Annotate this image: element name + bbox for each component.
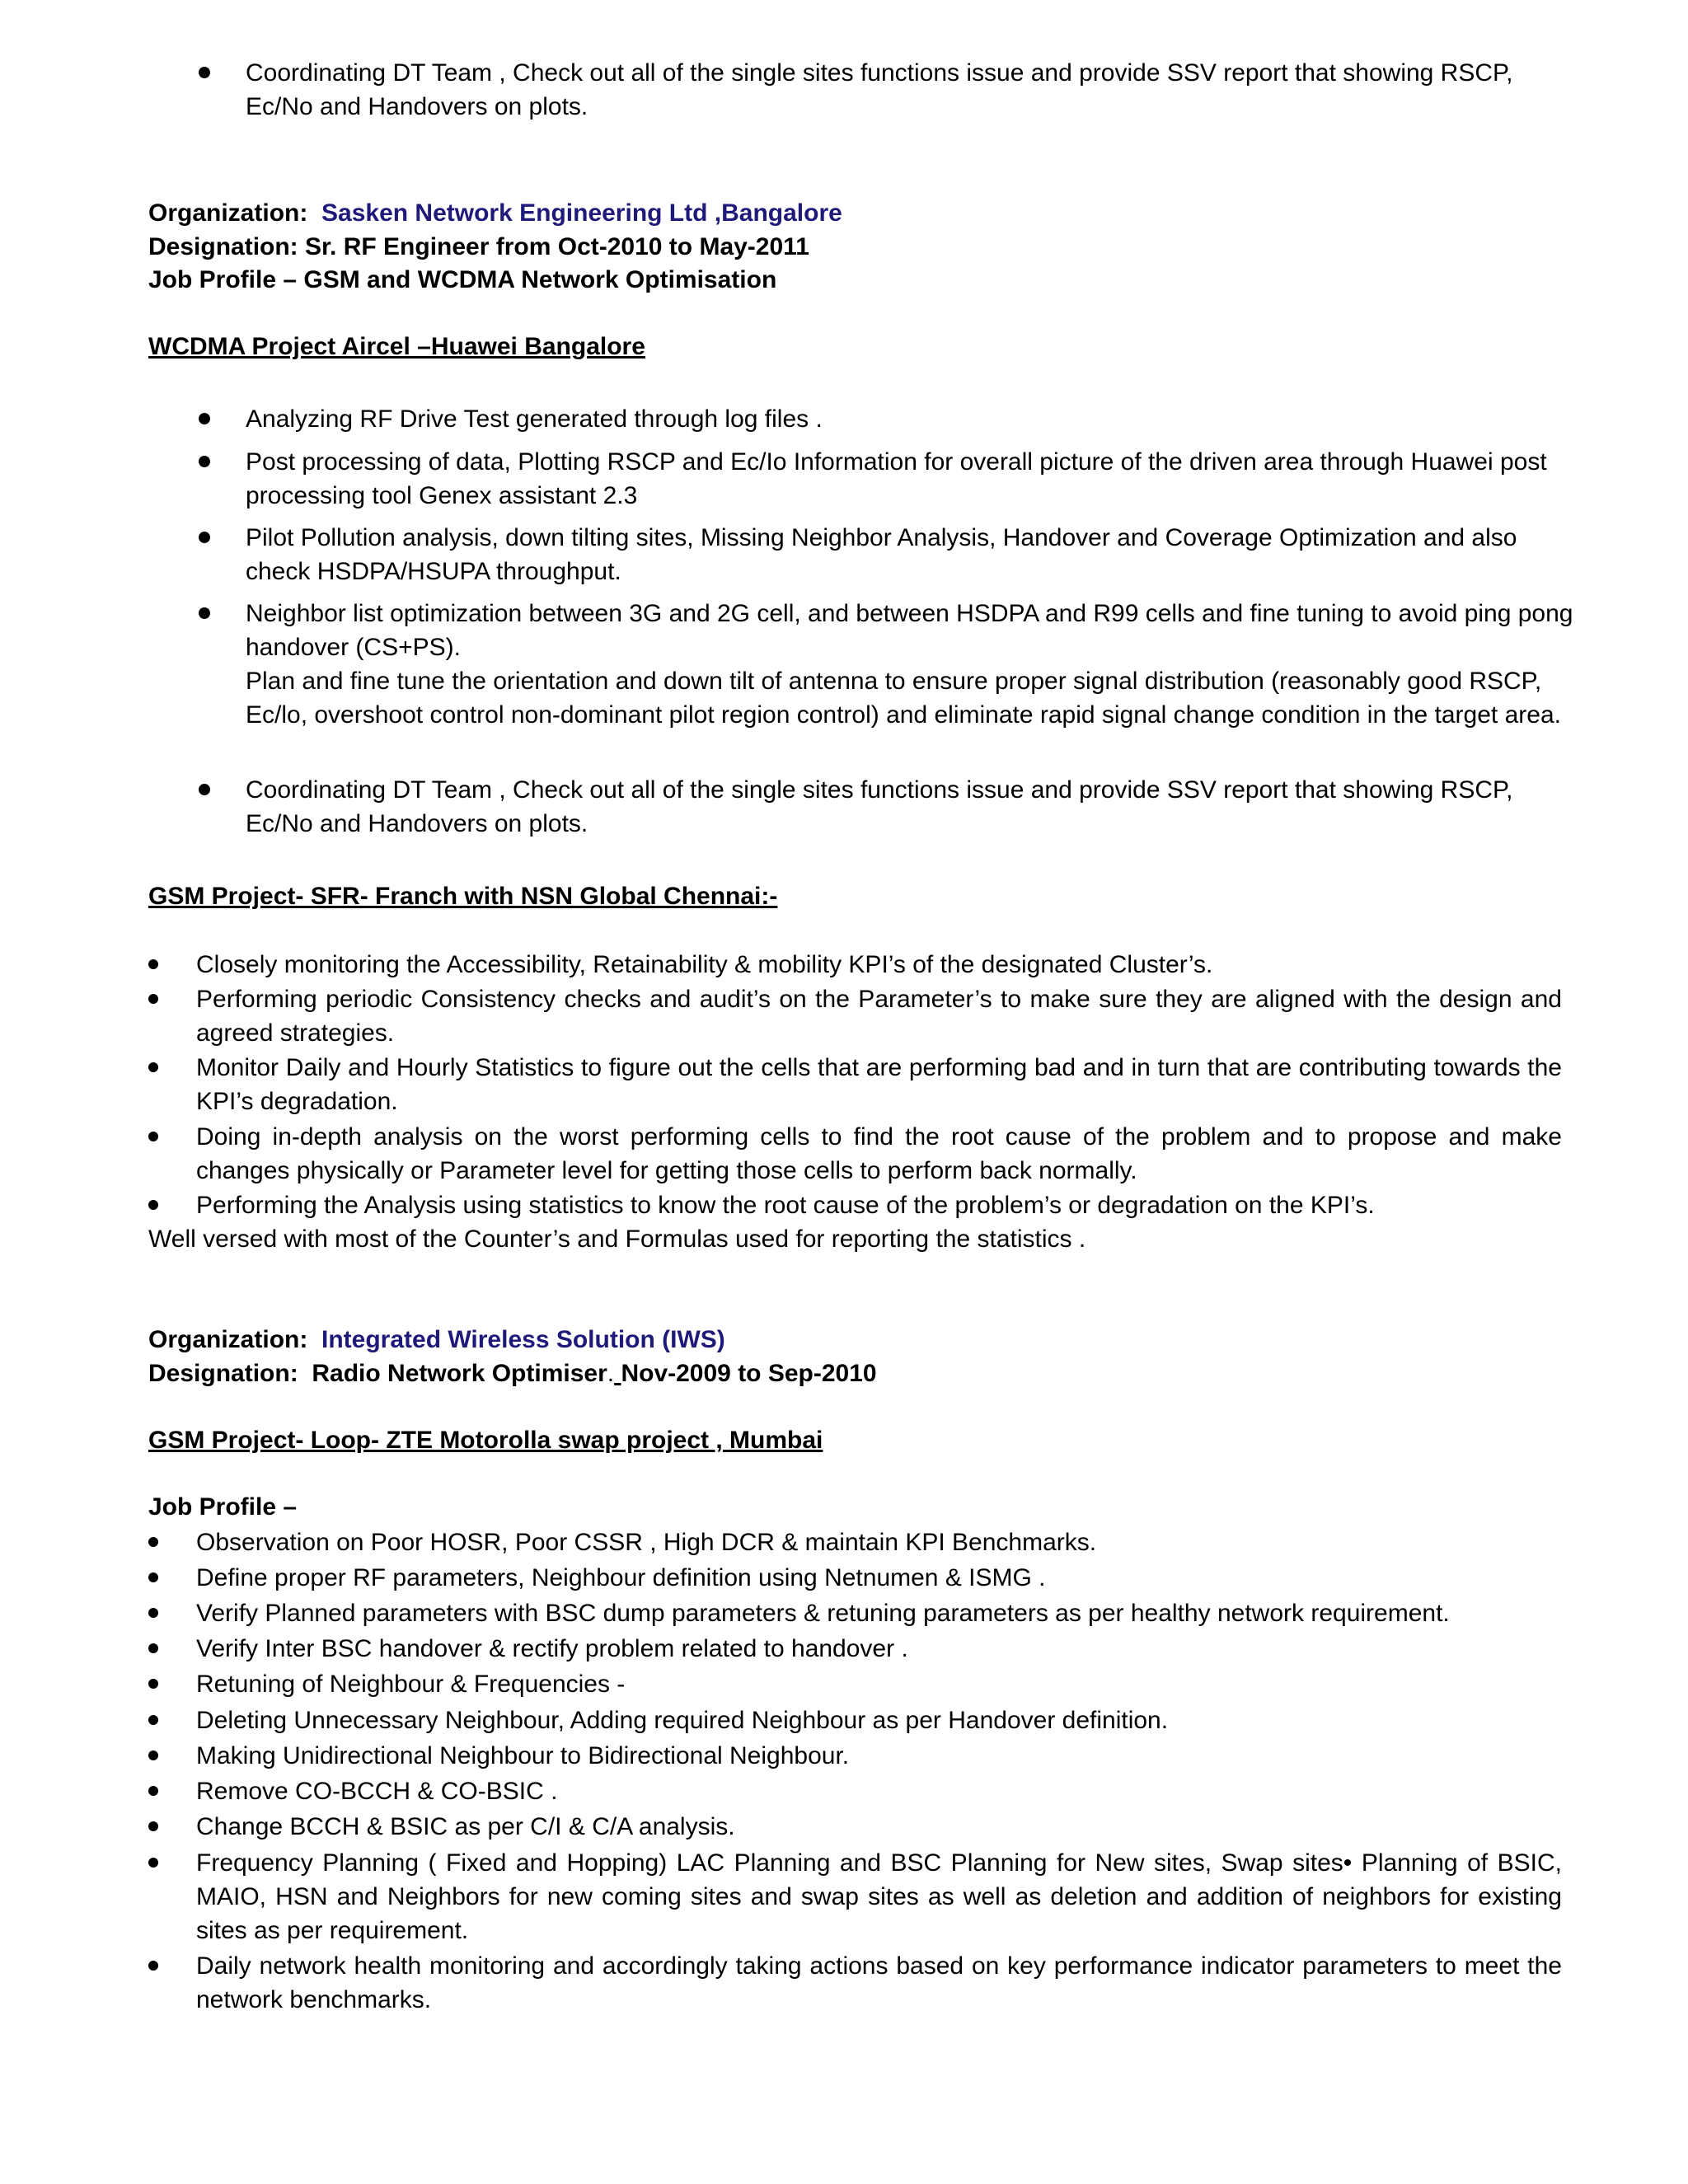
bullet-item: Define proper RF parameters, Neighbour definition using Netnumen & ISMG . xyxy=(196,1561,1562,1595)
bullet-item: Coordinating DT Team , Check out all of the single sites functions issue and provide SSV report that showing RSCP, Ec/No and Handovers on plots. xyxy=(246,773,1581,841)
bullet-dot-icon xyxy=(148,1786,158,1796)
bullet-dot-icon xyxy=(148,1200,158,1210)
bullet-dot-icon xyxy=(199,532,210,543)
bullet-dot-icon xyxy=(199,413,210,424)
bullet-dot-icon xyxy=(148,1643,158,1653)
bullet-dot-icon xyxy=(199,784,210,795)
bullet-item xyxy=(246,56,1581,124)
bullet-item: Post processing of data, Plotting RSCP and Ec/Io Information for overall picture of the driven area through Huawei post processing tool Genex assistant 2.3 xyxy=(246,445,1581,513)
bullet-item: Deleting Unnecessary Neighbour, Adding required Neighbour as per Handover definition. xyxy=(196,1704,1562,1737)
bullet-item: Doing in-depth analysis on the worst performing cells to find the root cause of the problem and to propose and make changes physically or Parameter level for getting those cells to perform back normally. xyxy=(196,1120,1562,1188)
bullet-item: Frequency Planning ( Fixed and Hopping) LAC Planning and BSC Planning for New sites, Swap sites• Planning of BSIC, MAIO, HSN and Neighbors for new coming sites and swap sites as well as deletion and addition of neighbors for existing sites as per requirement. xyxy=(196,1846,1562,1947)
bullet-item: Remove CO-BCCH & CO-BSIC . xyxy=(196,1774,1562,1808)
bullet-dot-icon xyxy=(199,67,210,78)
designation-line: Designation: Sr. RF Engineer from Oct-2010 to May-2011 xyxy=(148,233,809,260)
bullet-dot-icon xyxy=(148,1537,158,1547)
bullet-dot-icon xyxy=(148,1821,158,1831)
closing-note: Well versed with most of the Counter’s and Formulas used for reporting the statistics . xyxy=(148,1226,1086,1253)
org-name: Integrated Wireless Solution (IWS) xyxy=(321,1326,725,1353)
bullet-dot-icon xyxy=(199,607,210,619)
bullet-dot-icon xyxy=(148,1858,158,1868)
bullet-dot-icon xyxy=(148,1132,158,1141)
bullet-dot-icon xyxy=(148,1961,158,1971)
bullet-text: Coordinating DT Team , Check out all of the single sites functions issue and provide SSV report that showing RSCP, Ec/No and Handovers on plots. xyxy=(246,59,1513,120)
wcdma-project-title: WCDMA Project Aircel –Huawei Bangalore xyxy=(148,333,645,360)
bullet-item: Performing the Analysis using statistics to know the root cause of the problem’s or degradation on the KPI’s. xyxy=(196,1188,1562,1222)
bullet-item: Observation on Poor HOSR, Poor CSSR , High DCR & maintain KPI Benchmarks. xyxy=(196,1526,1562,1559)
bullet-item: Analyzing RF Drive Test generated through log files . xyxy=(246,402,1581,436)
bullet-dot-icon xyxy=(148,1572,158,1582)
bullet-item: Pilot Pollution analysis, down tilting sites, Missing Neighbor Analysis, Handover and Coverage Optimization and also check HSDPA/HSUPA throughput. xyxy=(246,521,1581,588)
bullet-item: Change BCCH & BSIC as per C/I & C/A analysis. xyxy=(196,1810,1562,1844)
job-profile-line: Job Profile – xyxy=(148,1493,298,1521)
bullet-dot-icon xyxy=(199,456,210,467)
org-label: Organization: xyxy=(148,199,308,227)
bullet-item: Verify Inter BSC handover & rectify problem related to handover . xyxy=(196,1632,1562,1666)
bullet-item: Verify Planned parameters with BSC dump parameters & retuning parameters as per healthy network requirement. xyxy=(196,1596,1562,1630)
bullet-dot-icon xyxy=(148,994,158,1004)
organization-line xyxy=(148,196,842,230)
bullet-item: Monitor Daily and Hourly Statistics to figure out the cells that are performing bad and in turn that are contributing towards the KPI’s degradation. xyxy=(196,1051,1562,1118)
iws-project-title: GSM Project- Loop- ZTE Motorolla swap project , Mumbai xyxy=(148,1427,823,1454)
bullet-dot-icon xyxy=(148,1715,158,1725)
org-name: Sasken Network Engineering Ltd ,Bangalore xyxy=(321,199,842,227)
bullet-item: Closely monitoring the Accessibility, Retainability & mobility KPI’s of the designated Cluster’s. xyxy=(196,948,1562,982)
gsm-project-title: GSM Project- SFR- Franch with NSN Global Chennai:- xyxy=(148,883,778,910)
bullet-item: Performing periodic Consistency checks and audit’s on the Parameter’s to make sure they are aligned with the design and agreed strategies. xyxy=(196,982,1562,1050)
bullet-item: Daily network health monitoring and accordingly taking actions based on key performance indicator parameters to meet the network benchmarks. xyxy=(196,1949,1562,2017)
job-profile-line: Job Profile – GSM and WCDMA Network Optimisation xyxy=(148,266,777,293)
bullet-dot-icon xyxy=(148,1062,158,1072)
bullet-dot-icon xyxy=(148,959,158,969)
bullet-item: Retuning of Neighbour & Frequencies - xyxy=(196,1667,1562,1701)
organization-line xyxy=(148,1323,725,1357)
bullet-continuation: Plan and fine tune the orientation and down tilt of antenna to ensure proper signal distribution (reasonably good RSCP, Ec/lo, overshoot control non-dominant pilot region control) and eliminate rapid signal change condition in the target area. xyxy=(246,668,1561,729)
bullet-item: Neighbor list optimization between 3G and 2G cell, and between HSDPA and R99 cells and fine tuning to avoid ping pong handover (CS+PS). Plan and fine tune the orientation and down tilt of antenna to ensure proper signal distribution (reasonably good RSCP, Ec/lo, overshoot control non-dominant pilot region control) and eliminate rapid signal change condition in the target area. xyxy=(246,597,1581,732)
bullet-dot-icon xyxy=(148,1608,158,1618)
bullet-dot-icon xyxy=(148,1750,158,1760)
bullet-dot-icon xyxy=(148,1679,158,1689)
org-label: Organization: xyxy=(148,1326,308,1353)
bullet-item: Making Unidirectional Neighbour to Bidirectional Neighbour. xyxy=(196,1739,1562,1773)
designation-line: Designation: Radio Network Optimiser. Nov-2009 to Sep-2010 xyxy=(148,1360,877,1387)
